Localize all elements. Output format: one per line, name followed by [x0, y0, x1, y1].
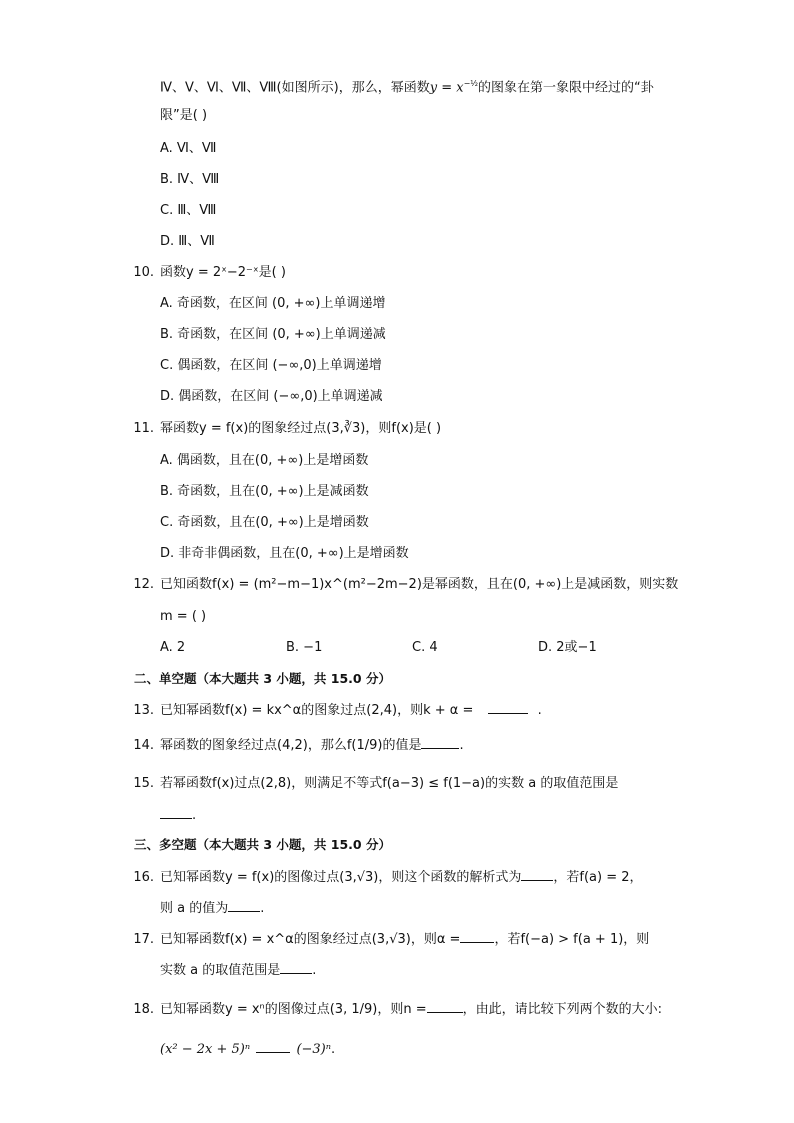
q13-number: 13. [133, 703, 154, 718]
q10-option-d[interactable]: D. 偶函数，在区间 (−∞,0)上单调递减 [160, 389, 383, 404]
q11-stem: 幂函数y = f(x)的图象经过点(3,∛3)，则f(x)是( ) [160, 421, 442, 436]
q17-number: 17. [133, 932, 154, 947]
q13-stem: 已知幂函数f(x) = kx^α的图象过点(2,4)，则k + α = [160, 703, 474, 718]
q16-mid: ，若f(a) = 2， [553, 870, 643, 885]
q11-option-c[interactable]: C. 奇函数，且在(0, +∞)上是增函数 [160, 515, 369, 530]
q10-option-c[interactable]: C. 偶函数，在区间 (−∞,0)上单调递增 [160, 358, 382, 373]
q12-option-a[interactable]: A. 2 [160, 640, 186, 655]
q10-option-a[interactable]: A. 奇函数，在区间 (0, +∞)上单调递增 [160, 296, 386, 311]
section-title-single-blank: 二、单空题（本大题共 3 小题，共 15.0 分） [134, 671, 391, 686]
q13-end: . [537, 703, 542, 718]
q17-line2: 实数 a 的取值范围是 [160, 963, 281, 978]
q15-stem: 若幂函数f(x)过点(2,8)，则满足不等式f(a−3) ≤ f(1−a)的实数 a 的取值范围是 [160, 776, 619, 791]
q17-line2-row [160, 961, 316, 981]
q15-number: 15. [133, 776, 154, 791]
q10-option-b[interactable]: B. 奇函数，在区间 (0, +∞)上单调递减 [160, 327, 386, 342]
q16-answer-blank-2[interactable] [228, 911, 260, 912]
q12-option-d[interactable]: D. 2或−1 [538, 640, 597, 655]
q9-stem-continued: Ⅳ、Ⅴ、Ⅵ、Ⅶ、Ⅷ(如图所示)，那么，幂函数$y = x^{-\frac{1}{2}}$的图象在第一象限中经过的“卦 [160, 79, 654, 96]
q18-stem-row [160, 1000, 662, 1020]
q12-stem-line2: m = ( ) [160, 609, 207, 624]
q18-mid: ，由此，请比较下列两个数的大小: [462, 1002, 662, 1017]
q16-stem-row [160, 868, 643, 888]
q15-answer-blank[interactable] [160, 818, 192, 819]
q18-stem: 已知幂函数y = xⁿ的图像过点(3, 1/9)，则n = [160, 1002, 427, 1017]
q9-option-a[interactable]: A. Ⅵ、Ⅶ [160, 141, 217, 156]
q11-option-b[interactable]: B. 奇函数，且在(0, +∞)上是减函数 [160, 484, 369, 499]
q16-line2: 则 a 的值为 [160, 901, 229, 916]
q17-mid: ，若f(−a) > f(a + 1)，则 [494, 932, 650, 947]
q17-stem: 已知幂函数f(x) = x^α的图象经过点(3,√3)，则α = [160, 932, 461, 947]
q11-option-a[interactable]: A. 偶函数，且在(0, +∞)上是增函数 [160, 453, 369, 468]
q14-answer-blank[interactable] [421, 748, 459, 749]
q14-number: 14. [133, 738, 154, 753]
q9-option-d[interactable]: D. Ⅲ、Ⅶ [160, 234, 215, 249]
q15-end: . [192, 808, 197, 823]
q12-number: 12. [133, 577, 154, 592]
q9-option-c[interactable]: C. Ⅲ、Ⅷ [160, 203, 217, 218]
q16-stem: 已知幂函数y = f(x)的图像过点(3,√3)，则这个函数的解析式为 [160, 870, 522, 885]
q11-number: 11. [133, 421, 154, 436]
q18-end: . [331, 1042, 336, 1057]
q18-answer-blank-1[interactable] [427, 1012, 463, 1013]
q10-number: 10. [133, 265, 154, 280]
q9-option-b[interactable]: B. Ⅳ、Ⅷ [160, 172, 220, 187]
q18-right-expression: (−3)ⁿ [296, 1042, 332, 1057]
q14-stem-row [160, 736, 464, 756]
q13-answer-blank[interactable] [488, 713, 528, 714]
q17-stem-row [160, 930, 649, 950]
q12-stem: 已知函数f(x) = (m²−m−1)x^(m²−2m−2)是幂函数，且在(0, +∞)上是减函数，则实数 [160, 577, 679, 592]
q13-stem-row [160, 701, 542, 721]
section-title-multi-blank: 三、多空题（本大题共 3 小题，共 15.0 分） [134, 837, 391, 852]
q16-number: 16. [133, 870, 154, 885]
q18-compare-row [160, 1040, 335, 1060]
q17-answer-blank-1[interactable] [460, 942, 494, 943]
q14-stem: 幂函数的图象经过点(4,2)，那么f(1/9)的值是 [160, 738, 422, 753]
q18-number: 18. [133, 1002, 154, 1017]
q16-line2-row [160, 899, 264, 919]
q14-end: . [459, 738, 464, 753]
q16-answer-blank-1[interactable] [521, 880, 553, 881]
q17-end: . [312, 963, 317, 978]
q17-answer-blank-2[interactable] [280, 973, 312, 974]
q12-option-b[interactable]: B. −1 [286, 640, 323, 655]
q9-stem-line2: 限”是( ) [160, 108, 208, 123]
q12-option-c[interactable]: C. 4 [412, 640, 438, 655]
q11-option-d[interactable]: D. 非奇非偶函数，且在(0, +∞)上是增函数 [160, 546, 409, 561]
q18-left-expression: (x² − 2x + 5)ⁿ [160, 1042, 251, 1057]
q16-end: . [260, 901, 265, 916]
q18-answer-blank-2[interactable] [256, 1052, 290, 1053]
q15-answer-row [160, 806, 196, 826]
q10-stem: 函数y = 2ˣ−2⁻ˣ是( ) [160, 265, 286, 280]
